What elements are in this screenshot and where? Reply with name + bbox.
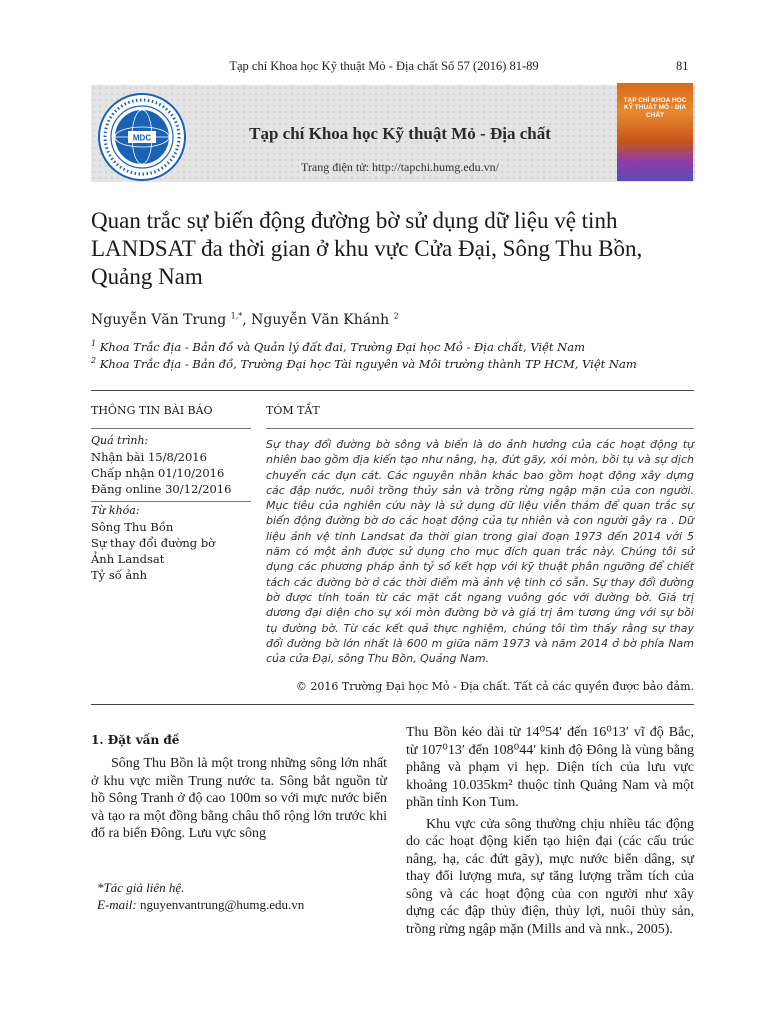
keywords-label: Từ khóa:: [91, 504, 140, 517]
info-rule: [91, 428, 251, 429]
journal-website: Trang điện tử: http://tapchi.humg.edu.vn/: [300, 160, 500, 174]
affiliation-1-text: Khoa Trắc địa - Bản đồ và Quản lý đất đai, Trường Đại học Mỏ - Địa chất, Việt Nam: [99, 340, 586, 354]
keywords-rule: [91, 501, 251, 502]
journal-cover-text: TẠP CHÍ KHOA HỌC KỸ THUẬT MỎ - ĐỊA CHẤT: [623, 97, 687, 119]
page-number: 81: [676, 59, 689, 73]
abstract-rule: [266, 428, 694, 429]
affiliation-2: [91, 357, 637, 371]
body-paragraph: Thu Bồn kéo dài từ 14⁰54′ đến 16⁰13′ vĩ độ Bắc, từ 107⁰13′ đến 108⁰44′ kinh độ Đông là vùng bằng phẳng và phạm vi hẹp. Diện tích của lưu vực khoảng 10.035km² thuộc tỉnh Quảng Nam và một phần tỉnh Kon Tum.: [406, 725, 694, 810]
author-1-sup: 1,*: [230, 311, 243, 321]
keyword-item: Ảnh Landsat: [91, 552, 165, 566]
author-2: , Nguyễn Văn Khánh: [242, 312, 390, 328]
copyright-notice: © 2016 Trường Đại học Mỏ - Địa chất. Tất cả các quyền được bảo đảm.: [295, 680, 694, 693]
body-paragraph: Khu vực cửa sông thường chịu nhiều tác động do các hoạt động kiến tạo hiện đại (các cấu trúc nâng, hạ, các đứt gãy), mực nước biển dâng, sự thay đổi lượng mưa, sự tăng lượng trầm tích của sông và các hoạt động của con người như xây dựng các đập thủy điện, thủy lợi, nuôi thủy sản, trồng rừng ngập mặn (Mills and và nnk., 2005).: [406, 816, 694, 937]
accepted-date: Chấp nhận 01/10/2016: [91, 466, 225, 480]
online-date: Đăng online 30/12/2016: [91, 482, 232, 496]
logo-text: MDC: [132, 133, 152, 143]
email-address: nguyenvantrung@humg.edu.vn: [139, 897, 305, 912]
body-paragraph: Sông Thu Bồn là một trong những sông lớn nhất ở khu vực miền Trung nước ta. Sông bắt nguồn từ hồ Sông Tranh ở độ cao 100m so với mực nước biển và tạo ra một đồng bằng châu thổ rộng lớn trước khi đổ ra biển Đông. Lưu vực sông: [91, 756, 387, 841]
corresponding-author-note: *Tác giả liên hệ.: [97, 880, 185, 895]
contact-email: [97, 897, 304, 913]
keywords: [91, 503, 215, 583]
affiliation-2-text: Khoa Trắc địa - Bản đồ, Trường Đại học Tài nguyên và Môi trường thành TP HCM, Việt Nam: [99, 357, 637, 371]
keyword-item: Tỷ số ảnh: [91, 568, 148, 582]
email-label: E-mail:: [97, 897, 137, 912]
university-logo: [97, 92, 187, 182]
article-title: Quan trắc sự biến động đường bờ sử dụng dữ liệu vệ tinh LANDSAT đa thời gian ở khu vực Cửa Đại, Sông Thu Bồn, Quảng Nam: [91, 208, 643, 289]
author-2-sup: 2: [393, 311, 399, 321]
keyword-item: Sự thay đổi đường bờ: [91, 536, 216, 550]
section-heading: 1. Đặt vấn đề: [91, 733, 180, 747]
body-column-2: [406, 724, 694, 938]
top-rule: [91, 390, 694, 391]
aff-2-sup: 2: [91, 356, 97, 366]
bottom-rule: [91, 704, 694, 705]
abstract-heading: TÓM TẮT: [266, 404, 320, 417]
running-header: Tạp chí Khoa học Kỹ thuật Mỏ - Địa chất Số 57 (2016) 81-89: [229, 59, 539, 73]
process-label: Quá trình:: [91, 434, 149, 447]
author-list: [91, 312, 399, 328]
keyword-item: Sông Thu Bồn: [91, 520, 174, 534]
article-info-heading: THÔNG TIN BÀI BÁO: [91, 404, 213, 417]
affiliation-1: [91, 340, 585, 354]
body-column-1: [91, 755, 387, 843]
journal-banner-title: Tạp chí Khoa học Kỹ thuật Mỏ - Địa chất: [249, 124, 551, 143]
article-history: [91, 433, 231, 497]
author-1: Nguyễn Văn Trung: [91, 312, 227, 328]
abstract-text: Sự thay đổi đường bờ sông và biển là do ảnh hưởng của các hoạt động tự nhiên bao gồm địa kiến tạo như nâng, hạ, đứt gãy, xói mòn, bồi tụ và sự dịch chuyển các đụn cát. Các nguyên nhân khác bao gồm hoạt động xây dựng các đập nước, nuôi trồng thủy sản và trồng rừng ngập mặn của con người. Mục tiêu của nghiên cứu này là sử dụng dữ liệu viễn thám để quan trắc sự biến động đường bờ do các hoạt động của tự nhiên và con người gây ra . Dữ liệu ảnh vệ tinh Landsat đa thời gian trong giai đoạn 1973 đến 2014 với 5 năm có một ảnh được sử dụng cho mục đích quan trắc này. Chúng tôi sử dụng các phương pháp ảnh tỷ số kết hợp với kỹ thuật phân ngưỡng để chiết tách các đường bờ ở các thời điểm mà ảnh vệ tinh có sẵn. Sự thay đổi đường bờ được tính toán từ các mặt cắt ngang vuông góc với đường bờ. Giá trị dương đại diện cho sự xói mòn đường bờ và giá trị âm tương ứng với sự bồi tụ đường bờ. Từ các kết quả thực nghiệm, chúng tôi tìm thấy rằng sự thay đổi đường bờ lớn nhất là 600 m giữa năm 1973 và năm 2014 ở bờ phía Nam của cửa Đại, sông Thu Bồn, Quảng Nam.: [266, 438, 694, 666]
aff-1-sup: 1: [91, 339, 97, 349]
received-date: Nhận bài 15/8/2016: [91, 450, 207, 464]
